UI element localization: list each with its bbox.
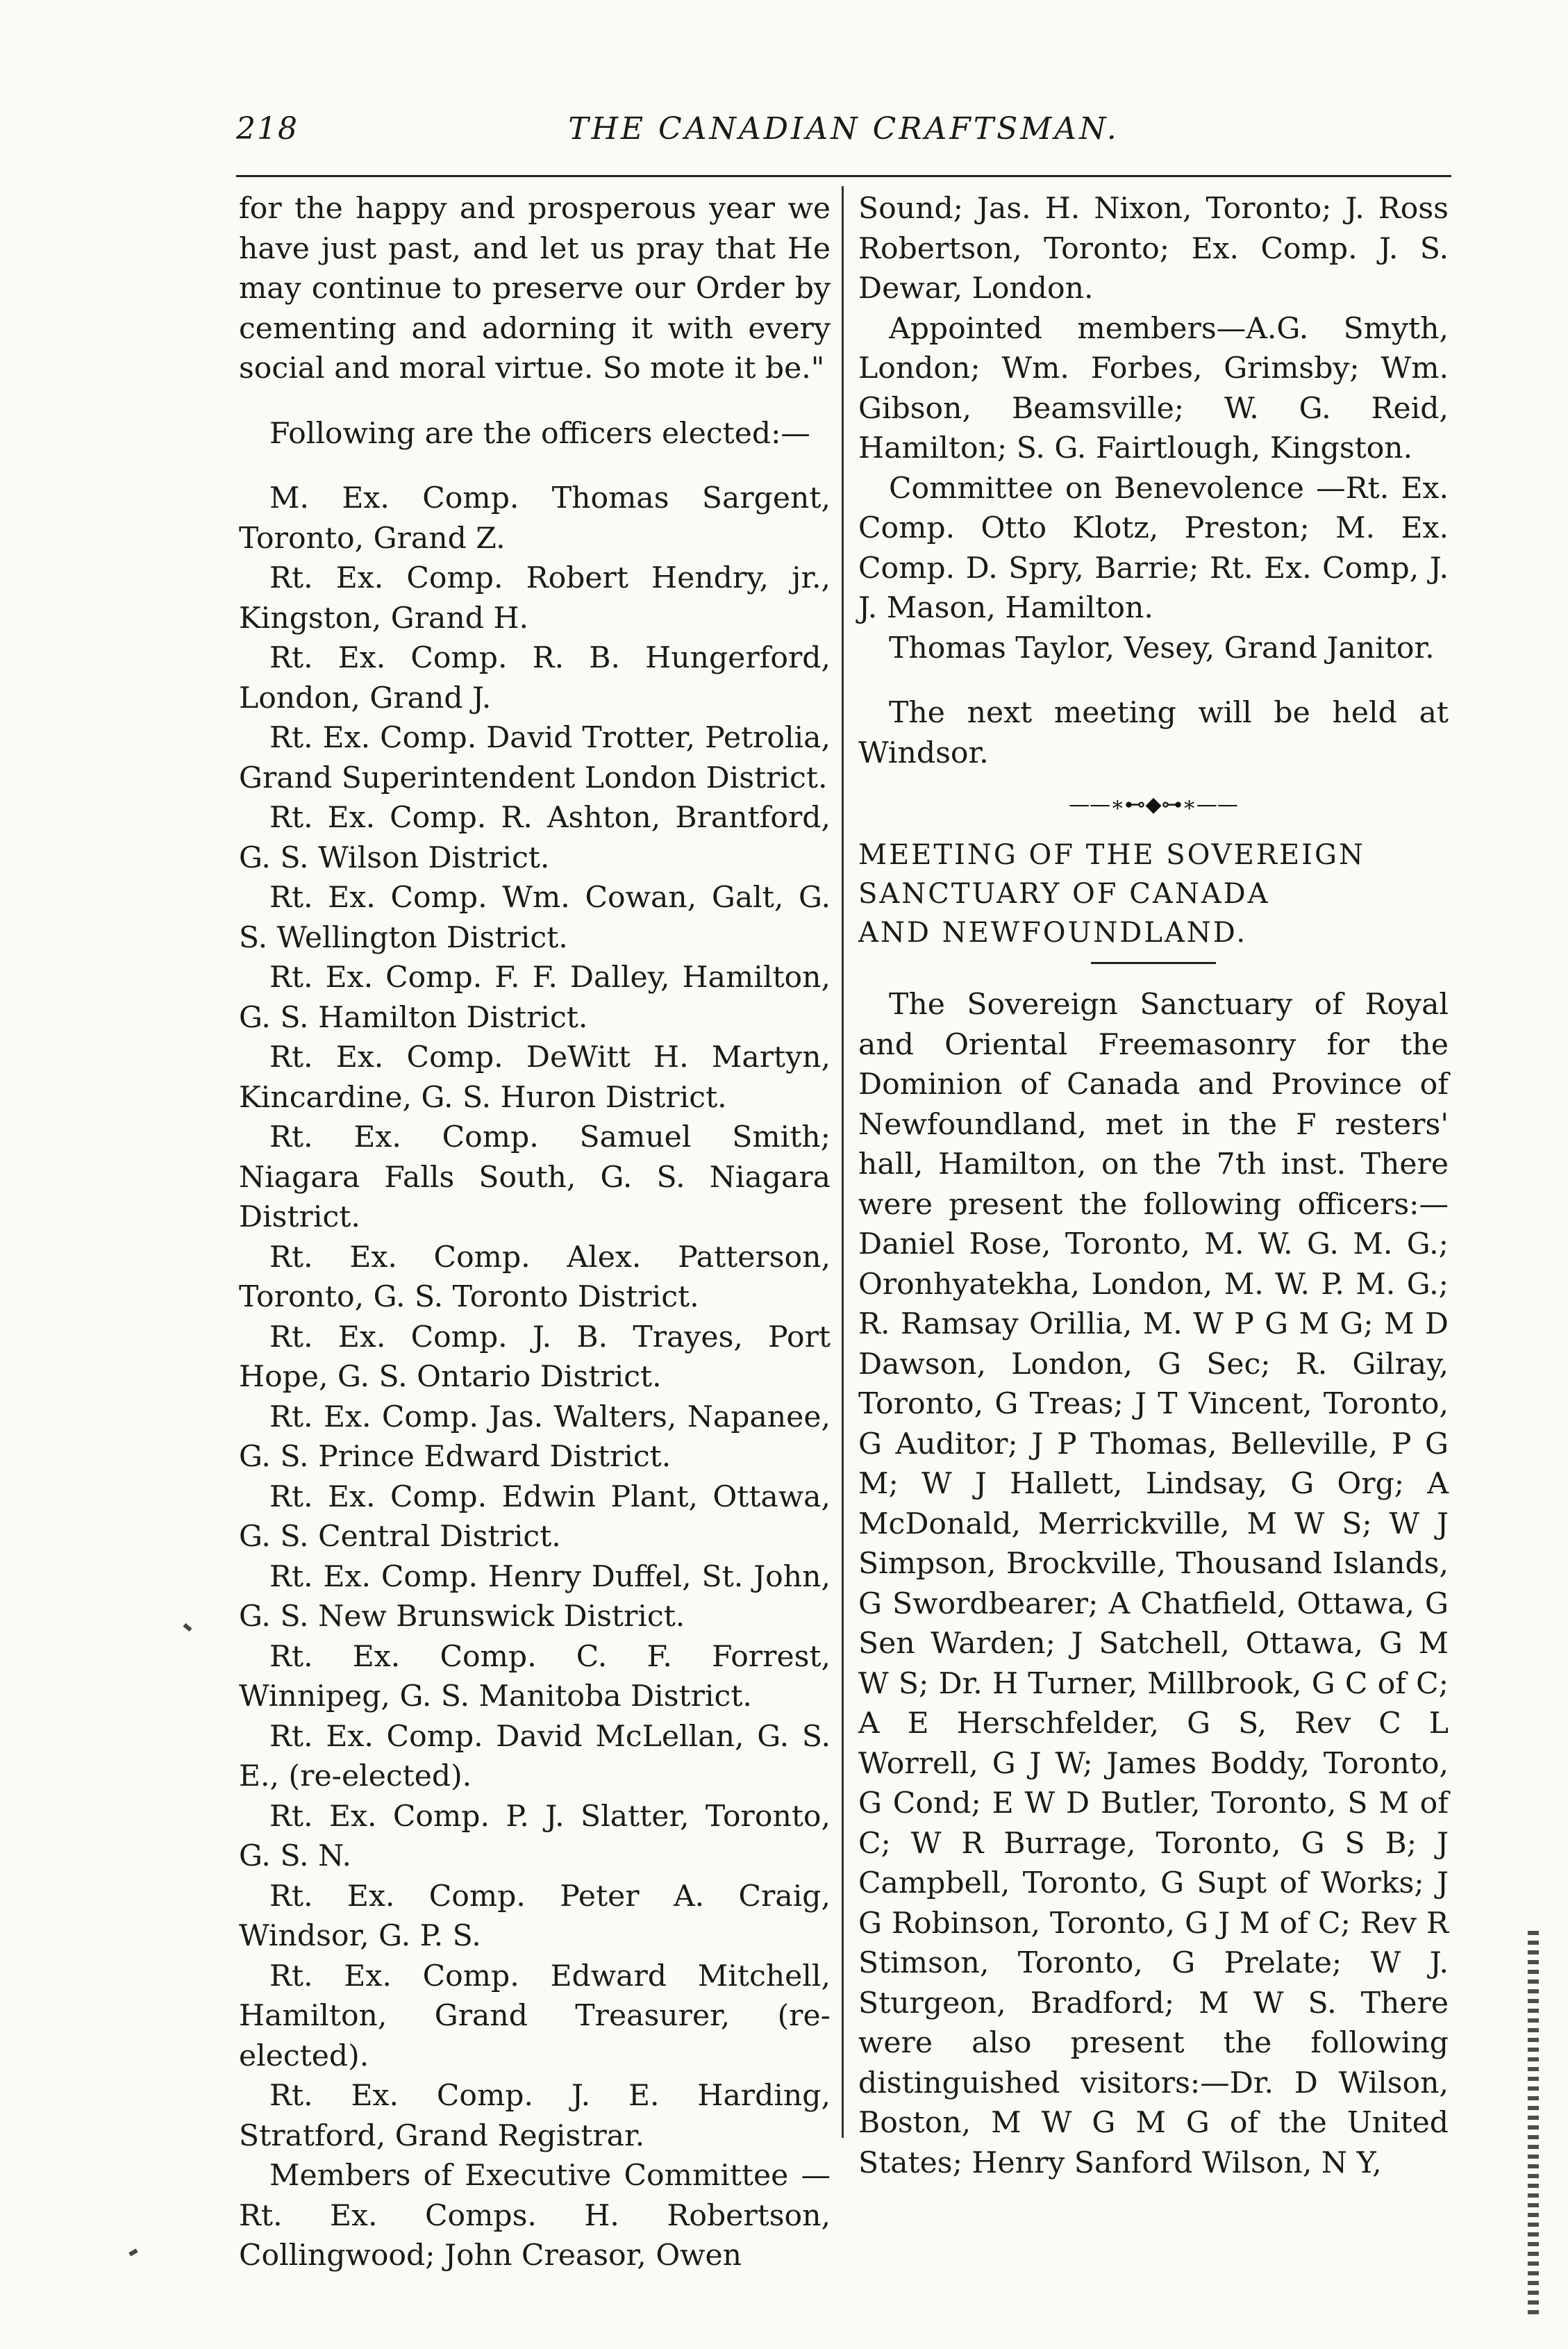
paragraph: Rt. Ex. Comp. Peter A. Craig, Windsor, G. P. S. — [239, 1879, 831, 1953]
paragraph: Rt. Ex. Comp. R. B. Hungerford, London, Grand J. — [239, 641, 831, 715]
paragraph: Rt. Ex. Comp. R. Ashton, Brantford, G. S. Wilson District. — [239, 801, 831, 875]
running-title: THE CANADIAN CRAFTSMAN. — [568, 111, 1119, 147]
section-heading-line: MEETING OF THE SOVEREIGN — [858, 839, 1365, 871]
paragraph: Rt. Ex. Comp. Samuel Smith; Niagara Falls South, G. S. Niagara District. — [239, 1120, 831, 1234]
paragraph: M. Ex. Comp. Thomas Sargent, Toronto, Grand Z. — [239, 481, 831, 556]
paragraph: Rt. Ex. Comp. Alex. Patterson, Toronto, G. S. Toronto District. — [239, 1240, 831, 1314]
paragraph: Rt. Ex. Comp. Robert Hendry, jr., Kingston, Grand H. — [239, 561, 831, 636]
section-heading-line: AND NEWFOUNDLAND. — [858, 917, 1248, 949]
paragraph: Rt. Ex. Comp. Edward Mitchell, Hamilton, Grand Treasurer, (re-elected). — [239, 1959, 831, 2073]
paragraph: Rt. Ex. Comp. J. B. Trayes, Port Hope, G. S. Ontario District. — [239, 1320, 831, 1394]
paragraph: Sound; Jas. H. Nixon, Toronto; J. Ross Robertson, Toronto; Ex. Comp. J. S. Dewar, London. — [858, 192, 1449, 306]
paragraph: Appointed members—A.G. Smyth, London; Wm. Forbes, Grimsby; Wm. Gibson, Beamsville; W. G. Reid, Hamilton; S. G. Fairtlough, Kingston. — [858, 311, 1449, 465]
paragraph: Members of Executive Committee —Rt. Ex. Comps. H. Robertson, Collingwood; John Creasor, Owen — [239, 2159, 831, 2273]
paragraph: Rt. Ex. Comp. Edwin Plant, Ottawa, G. S. Central District. — [239, 1479, 831, 1554]
paragraph: for the happy and prosperous year we have just past, and let us pray that He may continue to preserve our Order by cementing and adorning it with every social and moral virtue. So mote it be." — [239, 192, 831, 385]
paragraph: The next meeting will be held at Windsor. — [858, 696, 1449, 770]
paragraph: Rt. Ex. Comp. Henry Duffel, St. John, G. S. New Brunswick District. — [239, 1559, 831, 1634]
section-heading-line: SANCTUARY OF CANADA — [858, 878, 1270, 910]
paragraph: Thomas Taylor, Vesey, Grand Janitor. — [889, 631, 1435, 665]
paragraph: Rt. Ex. Comp. F. F. Dalley, Hamilton, G. S. Hamilton District. — [239, 961, 831, 1035]
paragraph: Rt. Ex. Comp. P. J. Slatter, Toronto, G. S. N. — [239, 1799, 831, 1873]
paragraph: Rt. Ex. Comp. David Trotter, Petrolia, Grand Superintendent London District. — [239, 721, 831, 795]
left-column — [239, 189, 831, 2276]
paragraph: The Sovereign Sanctuary of Royal and Oriental Freemasonry for the Dominion of Canada and Province of Newfoundland, met in the F resters' hall, Hamilton, on the 7th inst. There were present the following officers:—Daniel Rose, Toronto, M. W. G. M. G.; Oronhyatekha, London, M. W. P. M. G.; R. Ramsay Orillia, M. W P G M G; M D Dawson, London, G Sec; R. Gilray, Toronto, G Treas; J T Vincent, Toronto, G Auditor; J P Thomas, Belleville, P G M; W J Hallett, Lindsay, G Org; A McDonald, Merrickville, M W S; W J Simpson, Brockville, Thousand Islands, G Swordbearer; A Chatfield, Ottawa, G Sen Warden; J Satchell, Ottawa, G M W S; Dr. H Turner, Millbrook, G C of C; A E Herschfelder, G S, Rev C L Worrell, G J W; James Boddy, Toronto, G Cond; E W D Butler, Toronto, S M of C; W R Burrage, Toronto, G S B; J Campbell, Toronto, G Supt of Works; J G Robinson, Toronto, G J M of C; Rev R Stimson, Toronto, G Prelate; W J. Sturgeon, Bradford; M W S. There were also present the following distinguished visitors:—Dr. D Wilson, Boston, M W G M G of the United States; Henry Sanford Wilson, N Y, — [858, 988, 1449, 2180]
paragraph: Rt. Ex. Comp. Jas. Walters, Napanee, G. S. Prince Edward District. — [239, 1400, 831, 1474]
binding-edge-marks — [1528, 1931, 1539, 2320]
paragraph: Rt. Ex. Comp. Wm. Cowan, Galt, G. S. Wellington District. — [239, 881, 831, 955]
right-column-before-heading — [858, 189, 1449, 773]
paragraph: Rt. Ex. Comp. J. E. Harding, Stratford, Grand Registrar. — [239, 2079, 831, 2153]
header-rule — [236, 175, 1451, 177]
right-column — [858, 189, 1449, 2183]
paragraph: Following are the officers elected:— — [269, 416, 810, 451]
section-heading — [858, 836, 1449, 952]
heading-rule — [1091, 962, 1216, 964]
page-header — [236, 111, 1451, 160]
paragraph: Committee on Benevolence —Rt. Ex. Comp. Otto Klotz, Preston; M. Ex. Comp. D. Spry, Barrie; Rt. Ex. Comp, J. J. Mason, Hamilton. — [858, 471, 1449, 625]
column-divider — [842, 186, 844, 2138]
paragraph: Rt. Ex. Comp. David McLellan, G. S. E., (re-elected). — [239, 1719, 831, 1793]
ink-speck — [183, 1623, 192, 1632]
section-ornament: ——∗⊷◆⊶∗—— — [1069, 792, 1238, 817]
right-column-after-heading — [858, 985, 1449, 2183]
paragraph: Rt. Ex. Comp. DeWitt H. Martyn, Kincardine, G. S. Huron District. — [239, 1040, 831, 1115]
paragraph: Rt. Ex. Comp. C. F. Forrest, Winnipeg, G. S. Manitoba District. — [239, 1639, 831, 1713]
page-number: 218 — [236, 111, 299, 147]
ink-speck — [128, 2248, 137, 2256]
